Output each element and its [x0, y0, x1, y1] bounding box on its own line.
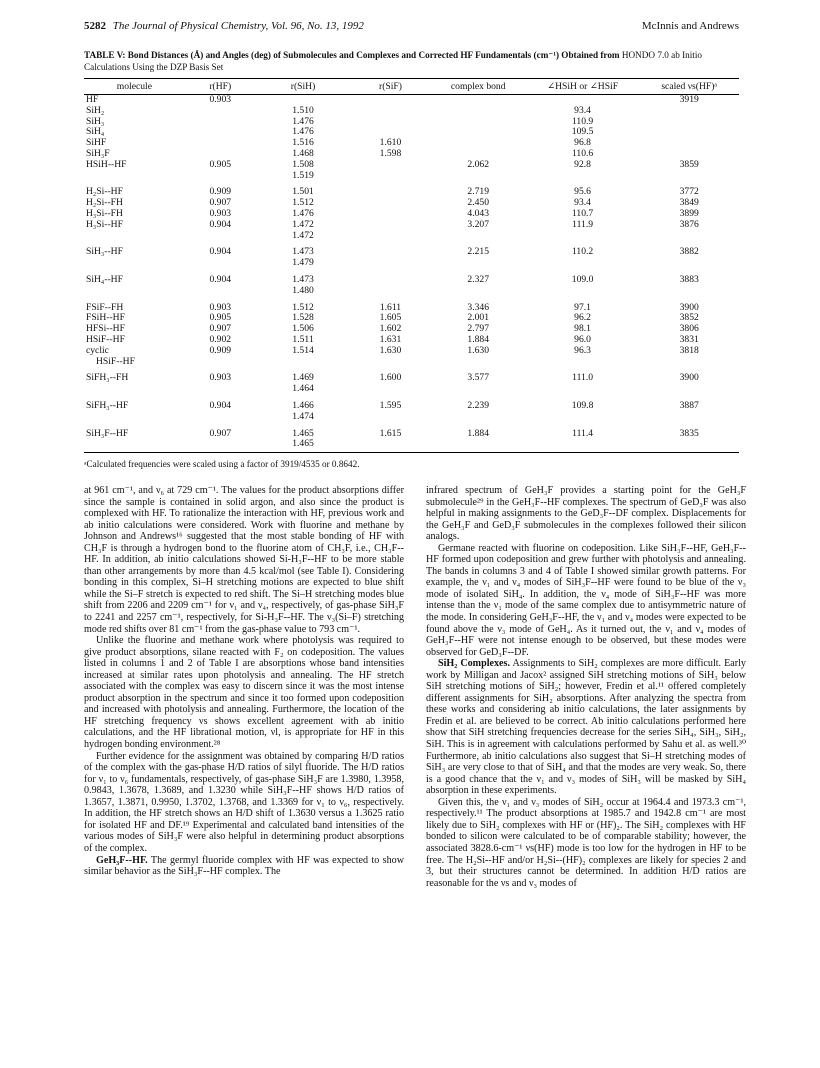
value-cell: 3849 — [679, 197, 699, 209]
value-cell — [431, 231, 526, 242]
value-cell: 97.1 — [574, 301, 591, 313]
value-cell: 111.9 — [572, 218, 594, 230]
value-cell: 109.5 — [571, 126, 594, 138]
value-cell — [526, 231, 640, 242]
molecule-cell: cyclic — [86, 344, 109, 356]
molecule-cell — [84, 231, 185, 242]
value-cell: 1.476 — [292, 207, 314, 219]
value-cell: 0.904 — [209, 273, 232, 285]
value-cell: 0.903 — [209, 372, 232, 384]
value-cell: 110.2 — [571, 246, 594, 258]
value-cell: 3882 — [679, 246, 699, 258]
value-cell — [185, 231, 256, 242]
value-cell: 1.630 — [467, 344, 490, 356]
paragraph-text: Germane reacted with fluorine on codeposition. Like SiH₃F--HF, GeH₃F--HF formed upon codeposition and grew further with photolysis and annealing. The bands in columns 3 and 4 of Table I showed similar growth patterns. For example, the ν₁ and ν₄ modes of SiH₃F--HF were found to be blue of the ν₃ mode of isolated SiH₄. In addition, the ν₄ mode of SiH₃F--HF was more intense than the ν₁ mode of the same complex due to antisymmetric nature of the mode. In considering GeH₃F--HF, the ν₁ and ν₄ modes were expected to be found above the ν₃ mode of GeH₄. As it turned out, the ν₁ and ν₄ modes of GeH₃F--HF were not intense enough to be observed, but these modes were observed for GeD₃F--DF. — [426, 542, 746, 658]
value-cell: 1.884 — [467, 427, 490, 439]
value-cell: 1.474 — [292, 410, 314, 422]
value-cell: 1.512 — [292, 197, 314, 209]
value-cell — [526, 286, 640, 297]
value-cell: 96.0 — [574, 333, 591, 345]
value-cell: 1.602 — [379, 323, 402, 335]
table-body — [84, 95, 739, 453]
value-cell — [350, 412, 430, 423]
molecule-cell: SiH₂ — [86, 104, 105, 116]
value-cell: 3876 — [679, 218, 699, 230]
value-cell: 1.468 — [292, 147, 314, 159]
value-cell: 96.2 — [574, 312, 591, 324]
table-row — [84, 275, 739, 286]
value-cell — [639, 127, 739, 138]
molecule-cell — [84, 258, 185, 269]
value-cell: 0.903 — [209, 94, 232, 105]
molecule-cell: SiH₄--HF — [86, 273, 123, 285]
value-cell: 3900 — [679, 301, 699, 313]
value-cell: 109.8 — [571, 399, 594, 411]
value-cell: 1.508 — [292, 158, 314, 170]
value-cell — [350, 275, 430, 286]
table-caption — [84, 50, 739, 73]
value-cell: 2.239 — [467, 399, 490, 411]
value-cell: 1.510 — [292, 104, 314, 116]
paragraph-text: Unlike the fluorine and methane work where photolysis was required to give product absorptions, silane reacted with F₂ on codeposition. The values listed in columns 1 and 2 of Table I are absorptions whose band intensities increased at similar rates upon photolysis and annealing. The HF stretch associated with the complex was easy to discern since it was the most intense product absorption in the spectrum and since it too formed upon codeposition and increased with photolysis and annealing. Furthermore, the location of the HF stretching frequency νs shows excellent agreement with ab initio calculations, and the HF librational motion, νl, is appropriate for HF in this hydrogen bonding environment.²⁸ — [84, 635, 404, 751]
value-cell: 110.7 — [571, 207, 594, 219]
table-label: TABLE V: — [84, 50, 126, 60]
page-header — [84, 20, 739, 34]
molecule-cell — [84, 286, 185, 297]
table-row — [84, 160, 739, 171]
value-cell: 1.473 — [292, 246, 314, 258]
value-cell: 3818 — [679, 344, 699, 356]
value-cell — [350, 187, 430, 198]
value-cell — [185, 384, 256, 395]
value-cell: 0.904 — [209, 399, 232, 411]
value-cell: 2.719 — [467, 186, 490, 198]
value-cell: 96.8 — [574, 137, 591, 149]
table-row — [84, 384, 739, 395]
value-cell — [350, 117, 430, 128]
page-number: 5282 — [84, 20, 106, 32]
molecule-cell: HFSi--HF — [86, 323, 125, 335]
table-row — [84, 247, 739, 258]
value-cell — [185, 357, 256, 368]
column-header: ∠HSiH or ∠HSiF — [526, 79, 640, 95]
value-cell: 1.506 — [292, 323, 314, 335]
value-cell — [350, 106, 430, 117]
value-cell — [431, 171, 526, 182]
value-cell: 1.511 — [292, 333, 314, 345]
value-cell: 1.466 — [292, 399, 314, 411]
value-cell: 110.6 — [571, 147, 594, 159]
table-row — [84, 313, 739, 324]
molecule-cell: SiH₃F--HF — [86, 427, 129, 439]
value-cell: 3883 — [679, 273, 699, 285]
paragraph — [84, 855, 404, 878]
table-row — [84, 439, 739, 452]
table-header-row — [84, 79, 739, 95]
value-cell: 0.907 — [209, 323, 232, 335]
value-cell — [185, 127, 256, 138]
paragraph-text: Further evidence for the assignment was obtained by comparing H/D ratios of the complex with the gas-phase H/D ratios of silyl fluoride. The H/D ratios for ν₁ to ν₆ fundamentals, respectively, of gas-phase SiH₃F are 1.3980, 1.3958, 0.9843, 1.3678, 1.3689, and 1.3230 while SiH₃F--HF shows H/D ratios of 1.3657, 1.3871, 0.9950, 1.3702, 1.3768, and 1.3369 for ν₁ to ν₆, respectively. In addition, the HF stretch shows an H/D shift of 1.3630 versus a 1.3625 ratio for isolated HF and DF.¹⁹ Experimental and calculated band intensities of the various modes of SiH₃F were also helpful in determining product absorptions of the complex. — [84, 750, 404, 854]
value-cell — [526, 357, 640, 368]
molecule-cell: SiH₃F — [86, 147, 110, 159]
column-header: molecule — [84, 79, 185, 95]
value-cell — [185, 138, 256, 149]
table-row — [84, 187, 739, 198]
value-cell — [431, 127, 526, 138]
value-cell: 1.630 — [379, 344, 402, 356]
table-row — [84, 149, 739, 160]
value-cell — [431, 384, 526, 395]
value-cell — [431, 106, 526, 117]
value-cell — [350, 247, 430, 258]
value-cell: 0.903 — [209, 207, 232, 219]
table-row — [84, 286, 739, 297]
value-cell: 0.905 — [209, 158, 232, 170]
value-cell — [639, 412, 739, 423]
table-row — [84, 127, 739, 138]
table-title-tail: HONDO 7.0 ab Initio Calculations Using the DZP Basis Set — [84, 50, 703, 72]
table-row — [84, 401, 739, 412]
column-header: r(SiF) — [350, 79, 430, 95]
value-cell — [639, 231, 739, 242]
molecule-cell: SiH₃--HF — [86, 246, 123, 258]
value-cell: 1.884 — [467, 333, 490, 345]
value-cell: 98.1 — [574, 323, 591, 335]
molecule-cell: HF — [86, 94, 99, 105]
value-cell — [350, 357, 430, 368]
value-cell: 1.514 — [292, 344, 314, 356]
right-text-column — [426, 485, 746, 889]
value-cell: 1.516 — [292, 137, 314, 149]
table-row — [84, 117, 739, 128]
value-cell — [639, 258, 739, 269]
table-row — [84, 324, 739, 335]
value-cell: 2.215 — [467, 246, 490, 258]
table-row — [84, 138, 739, 149]
value-cell — [350, 286, 430, 297]
value-cell: 1.610 — [379, 137, 402, 149]
value-cell: 1.476 — [292, 115, 314, 127]
value-cell: 3.346 — [467, 301, 490, 313]
value-cell: 111.4 — [572, 427, 594, 439]
value-cell: 3887 — [679, 399, 699, 411]
value-cell — [350, 171, 430, 182]
value-cell: 0.909 — [209, 186, 232, 198]
value-cell: 3772 — [679, 186, 699, 198]
value-cell: 1.611 — [379, 301, 402, 313]
value-cell: 93.4 — [574, 104, 591, 116]
paragraph-text: infrared spectrum of GeH₃F provides a starting point for the GeH₃F submolecule²⁹ in the GeH₃F--HF complexes. The spectrum of GeD₃F was also helpful in making assignments to the GeD₃F--DF complex. Displacements for the GeH₃F and GeD₃F submolecules in the complexes followed their silicon analogs. — [426, 485, 746, 543]
paragraph-text: Assignments to SiH₂ complexes are more difficult. Early work by Milligan and Jacox² assigned SiH stretching motions of SiH₃ below SiH stretching motions of SiH₂; however, Fredin et al.¹¹ offered completely different assignments for SiH₂ absorptions. After analyzing the spectra from these works and considering ab initio calculations, the later assignments by Fredin et al. are believed to be correct. Ab initio calculations performed here show that SiH stretching frequencies decrease for the series SiH₄, SiH₃, SiH₂, SiH. This is in agreement with calculations performed by Sahu et al. as well.³⁰ Furthermore, ab initio calculations also suggest that Si–H stretching modes of SiH₃ are very close to that of SiH₄ and that the modes are very weak. So, there is a good chance that the ν₁ and ν₃ modes of SiH₃ will be masked by SiH₄ absorption in these experiments. — [426, 658, 746, 797]
table-row — [84, 373, 739, 384]
molecule-cell: H₃Si--HF — [86, 218, 123, 230]
molecule-cell: SiH₄ — [86, 126, 105, 138]
value-cell — [639, 117, 739, 128]
molecule-cell — [84, 171, 185, 182]
column-header: complex bond — [431, 79, 526, 95]
paragraph-text: The germyl fluoride complex with HF was expected to show similar behavior as the SiH₃F--HF complex. The — [84, 854, 404, 878]
value-cell — [350, 258, 430, 269]
value-cell — [431, 138, 526, 149]
value-cell: 3852 — [679, 312, 699, 324]
table-row — [84, 429, 739, 440]
molecule-cell: HSiF--HF — [86, 333, 125, 345]
molecule-cell: FSiF--FH — [86, 301, 124, 313]
value-cell — [256, 357, 351, 368]
paragraph — [84, 485, 404, 635]
value-cell — [639, 357, 739, 368]
value-cell — [185, 258, 256, 269]
value-cell: 1.465 — [292, 427, 314, 439]
value-cell: 1.501 — [292, 186, 314, 198]
value-cell — [639, 286, 739, 297]
table-row — [84, 209, 739, 220]
table-row — [84, 220, 739, 231]
value-cell: 93.4 — [574, 197, 591, 209]
column-header: r(HF) — [185, 79, 256, 95]
value-cell: 3899 — [679, 207, 699, 219]
value-cell: 3900 — [679, 372, 699, 384]
value-cell — [526, 258, 640, 269]
value-cell — [350, 220, 430, 231]
value-cell: 111.0 — [572, 372, 594, 384]
paragraph — [426, 485, 746, 543]
value-cell — [639, 138, 739, 149]
value-cell — [350, 198, 430, 209]
molecule-cell: H₂Si--HF — [86, 186, 123, 198]
value-cell — [350, 231, 430, 242]
value-cell — [431, 95, 526, 106]
value-cell — [526, 384, 640, 395]
value-cell — [431, 286, 526, 297]
paragraph — [426, 797, 746, 889]
value-cell: 2.327 — [467, 273, 490, 285]
molecule-cell — [84, 384, 185, 395]
value-cell: 3859 — [679, 158, 699, 170]
value-cell — [350, 439, 430, 452]
table-row — [84, 106, 739, 117]
value-cell: 110.9 — [571, 115, 594, 127]
table-row — [84, 412, 739, 423]
value-cell: 2.062 — [467, 158, 490, 170]
value-cell: 3831 — [679, 333, 699, 345]
value-cell: 1.528 — [292, 312, 314, 324]
column-header: scaled νs(HF)ᵃ — [639, 79, 739, 95]
molecule-cell — [84, 412, 185, 423]
value-cell — [639, 439, 739, 452]
table-row — [84, 95, 739, 106]
value-cell — [639, 384, 739, 395]
value-cell: 1.472 — [292, 218, 314, 230]
molecule-cell: SiFH₃--HF — [86, 399, 129, 411]
value-cell: 1.469 — [292, 372, 314, 384]
value-cell: 109.0 — [571, 273, 594, 285]
value-cell: 1.465 — [256, 439, 351, 452]
table-row — [84, 335, 739, 346]
table-title: Bond Distances (Å) and Angles (deg) of Submolecules and Complexes and Corrected HF Fundamentals (cm⁻¹) Obtained from — [127, 50, 620, 60]
value-cell: 1.464 — [292, 383, 314, 395]
value-cell — [350, 160, 430, 171]
journal-title: The Journal of Physical Chemistry, Vol. 96, No. 13, 1992 — [112, 20, 364, 32]
molecule-cell: H₃Si--FH — [86, 207, 123, 219]
value-cell: 2.797 — [467, 323, 490, 335]
value-cell — [431, 412, 526, 423]
value-cell: 0.904 — [209, 246, 232, 258]
value-cell: 1.631 — [379, 333, 402, 345]
table-row — [84, 231, 739, 242]
value-cell — [526, 412, 640, 423]
value-cell: 92.8 — [574, 158, 591, 170]
value-cell: 3835 — [679, 427, 699, 439]
value-cell: 95.6 — [574, 186, 591, 198]
value-cell: 1.600 — [379, 372, 402, 384]
data-table — [84, 78, 739, 453]
value-cell — [639, 171, 739, 182]
value-cell — [185, 106, 256, 117]
value-cell — [185, 171, 256, 182]
value-cell — [185, 286, 256, 297]
value-cell: 0.903 — [209, 301, 232, 313]
value-cell: 1.519 — [292, 169, 314, 181]
value-cell: 1.476 — [292, 126, 314, 138]
molecule-cell: SiFH₃--FH — [86, 372, 129, 384]
run-in-heading: GeH₃F--HF. — [96, 854, 148, 866]
value-cell — [526, 439, 640, 452]
molecule-cell: H₂Si--FH — [86, 197, 123, 209]
value-cell: 1.512 — [292, 301, 314, 313]
table-row — [84, 357, 739, 368]
table-row — [84, 198, 739, 209]
value-cell: 0.909 — [209, 344, 232, 356]
paragraph — [84, 635, 404, 750]
value-cell: 0.904 — [209, 218, 232, 230]
value-cell — [185, 117, 256, 128]
value-cell: 1.480 — [292, 284, 314, 296]
value-cell — [350, 95, 430, 106]
value-cell — [185, 412, 256, 423]
column-header: r(SiH) — [256, 79, 351, 95]
value-cell: 2.450 — [467, 197, 490, 209]
molecule-cell: HSiH--HF — [86, 158, 127, 170]
molecule-cell: FSiH--HF — [86, 312, 125, 324]
value-cell: 1.473 — [292, 273, 314, 285]
value-cell — [350, 384, 430, 395]
value-cell: 2.001 — [467, 312, 490, 324]
running-authors: McInnis and Andrews — [641, 20, 739, 32]
value-cell — [431, 258, 526, 269]
value-cell — [526, 171, 640, 182]
value-cell: 1.595 — [379, 399, 402, 411]
value-cell: 4.043 — [467, 207, 490, 219]
value-cell: 0.905 — [209, 312, 232, 324]
molecule-cell: SiHF — [86, 137, 107, 149]
run-in-heading: SiH₂ Complexes. — [438, 658, 510, 670]
paragraph — [426, 543, 746, 658]
table-footnote: ᵃCalculated frequencies were scaled using a factor of 3919/4535 or 0.8642. — [84, 459, 360, 469]
value-cell — [185, 439, 256, 452]
table-row — [84, 303, 739, 314]
molecule-cell: HSiF--HF — [96, 355, 135, 367]
value-cell — [639, 106, 739, 117]
value-cell: 3806 — [679, 323, 699, 335]
value-cell: 3.577 — [467, 372, 490, 384]
paragraph — [426, 658, 746, 797]
value-cell: 1.472 — [292, 229, 314, 241]
value-cell: 3.207 — [467, 218, 490, 230]
value-cell — [431, 357, 526, 368]
paragraph — [84, 751, 404, 855]
left-text-column — [84, 485, 404, 878]
value-cell — [431, 439, 526, 452]
value-cell: 1.615 — [379, 427, 402, 439]
value-cell: 1.605 — [379, 312, 402, 324]
molecule-cell: SiH₃ — [86, 115, 105, 127]
value-cell: 0.902 — [209, 333, 232, 345]
value-cell — [431, 117, 526, 128]
paragraph-text: Given this, the ν₁ and ν₃ modes of SiH₂ occur at 1964.4 and 1973.3 cm⁻¹, respectively.¹¹ The product absorptions at 1985.7 and 1942.8 cm⁻¹ are most likely due to SiH₂ complexes with HF or (HF)₂. The SiH₂ complexes with HF bonded to silicon were calculated to be of comparable stability; however, the associated 3828.6-cm⁻¹ νs(HF) mode is too low for the hydrogen in HF to be free. The H₂Si--HF and/or H₂Si--(HF)₂ complexes are likely for species 2 and 3, but their structures cannot be determined. In addition H/D ratios are reasonable for the νs and ν₃ modes of — [426, 796, 746, 889]
value-cell: 0.907 — [209, 427, 232, 439]
table-row — [84, 171, 739, 182]
value-cell: 3919 — [679, 94, 699, 105]
value-cell: 1.598 — [379, 147, 402, 159]
value-cell — [350, 209, 430, 220]
value-cell: 0.907 — [209, 197, 232, 209]
table-row — [84, 346, 739, 357]
molecule-cell — [84, 439, 185, 452]
value-cell: 96.3 — [574, 344, 591, 356]
table-row — [84, 258, 739, 269]
paragraph-text: at 961 cm⁻¹, and ν₆ at 729 cm⁻¹. The values for the product absorptions differ since the sample is contained in solid argon, and also since the product is complexed with HF. To rationalize the interaction with HF, previous work and ab initio calculations were considered. Work with fluorine and methane by Johnson and Andrews¹⁶ suggested that the most stable bonding of HF with CH₃F is through a hydrogen bond to the fluorine atom of CH₃F, i.e., CH₃F--HF. In addition, ab initio calculations showed Si-H₃F--HF to be more stable than other arrangements by more than 4.5 kcal/mol (see Table I). Considering bonding in this complex, Si–H stretching motions are expected to blue shift while the Si–F stretch is expected to red shift. The Si–H stretching modes blue shift from 2206 and 2209 cm⁻¹ for ν₁ and ν₄, respectively, of gas-phase SiH₃F to 2241 and 2257 cm⁻¹, respectively, for Si-H₃F--HF. The ν₃(Si–F) stretching mode red shifts over 81 cm⁻¹ from the gas-phase value to 793 cm⁻¹. — [84, 485, 404, 635]
value-cell: 1.479 — [292, 257, 314, 269]
